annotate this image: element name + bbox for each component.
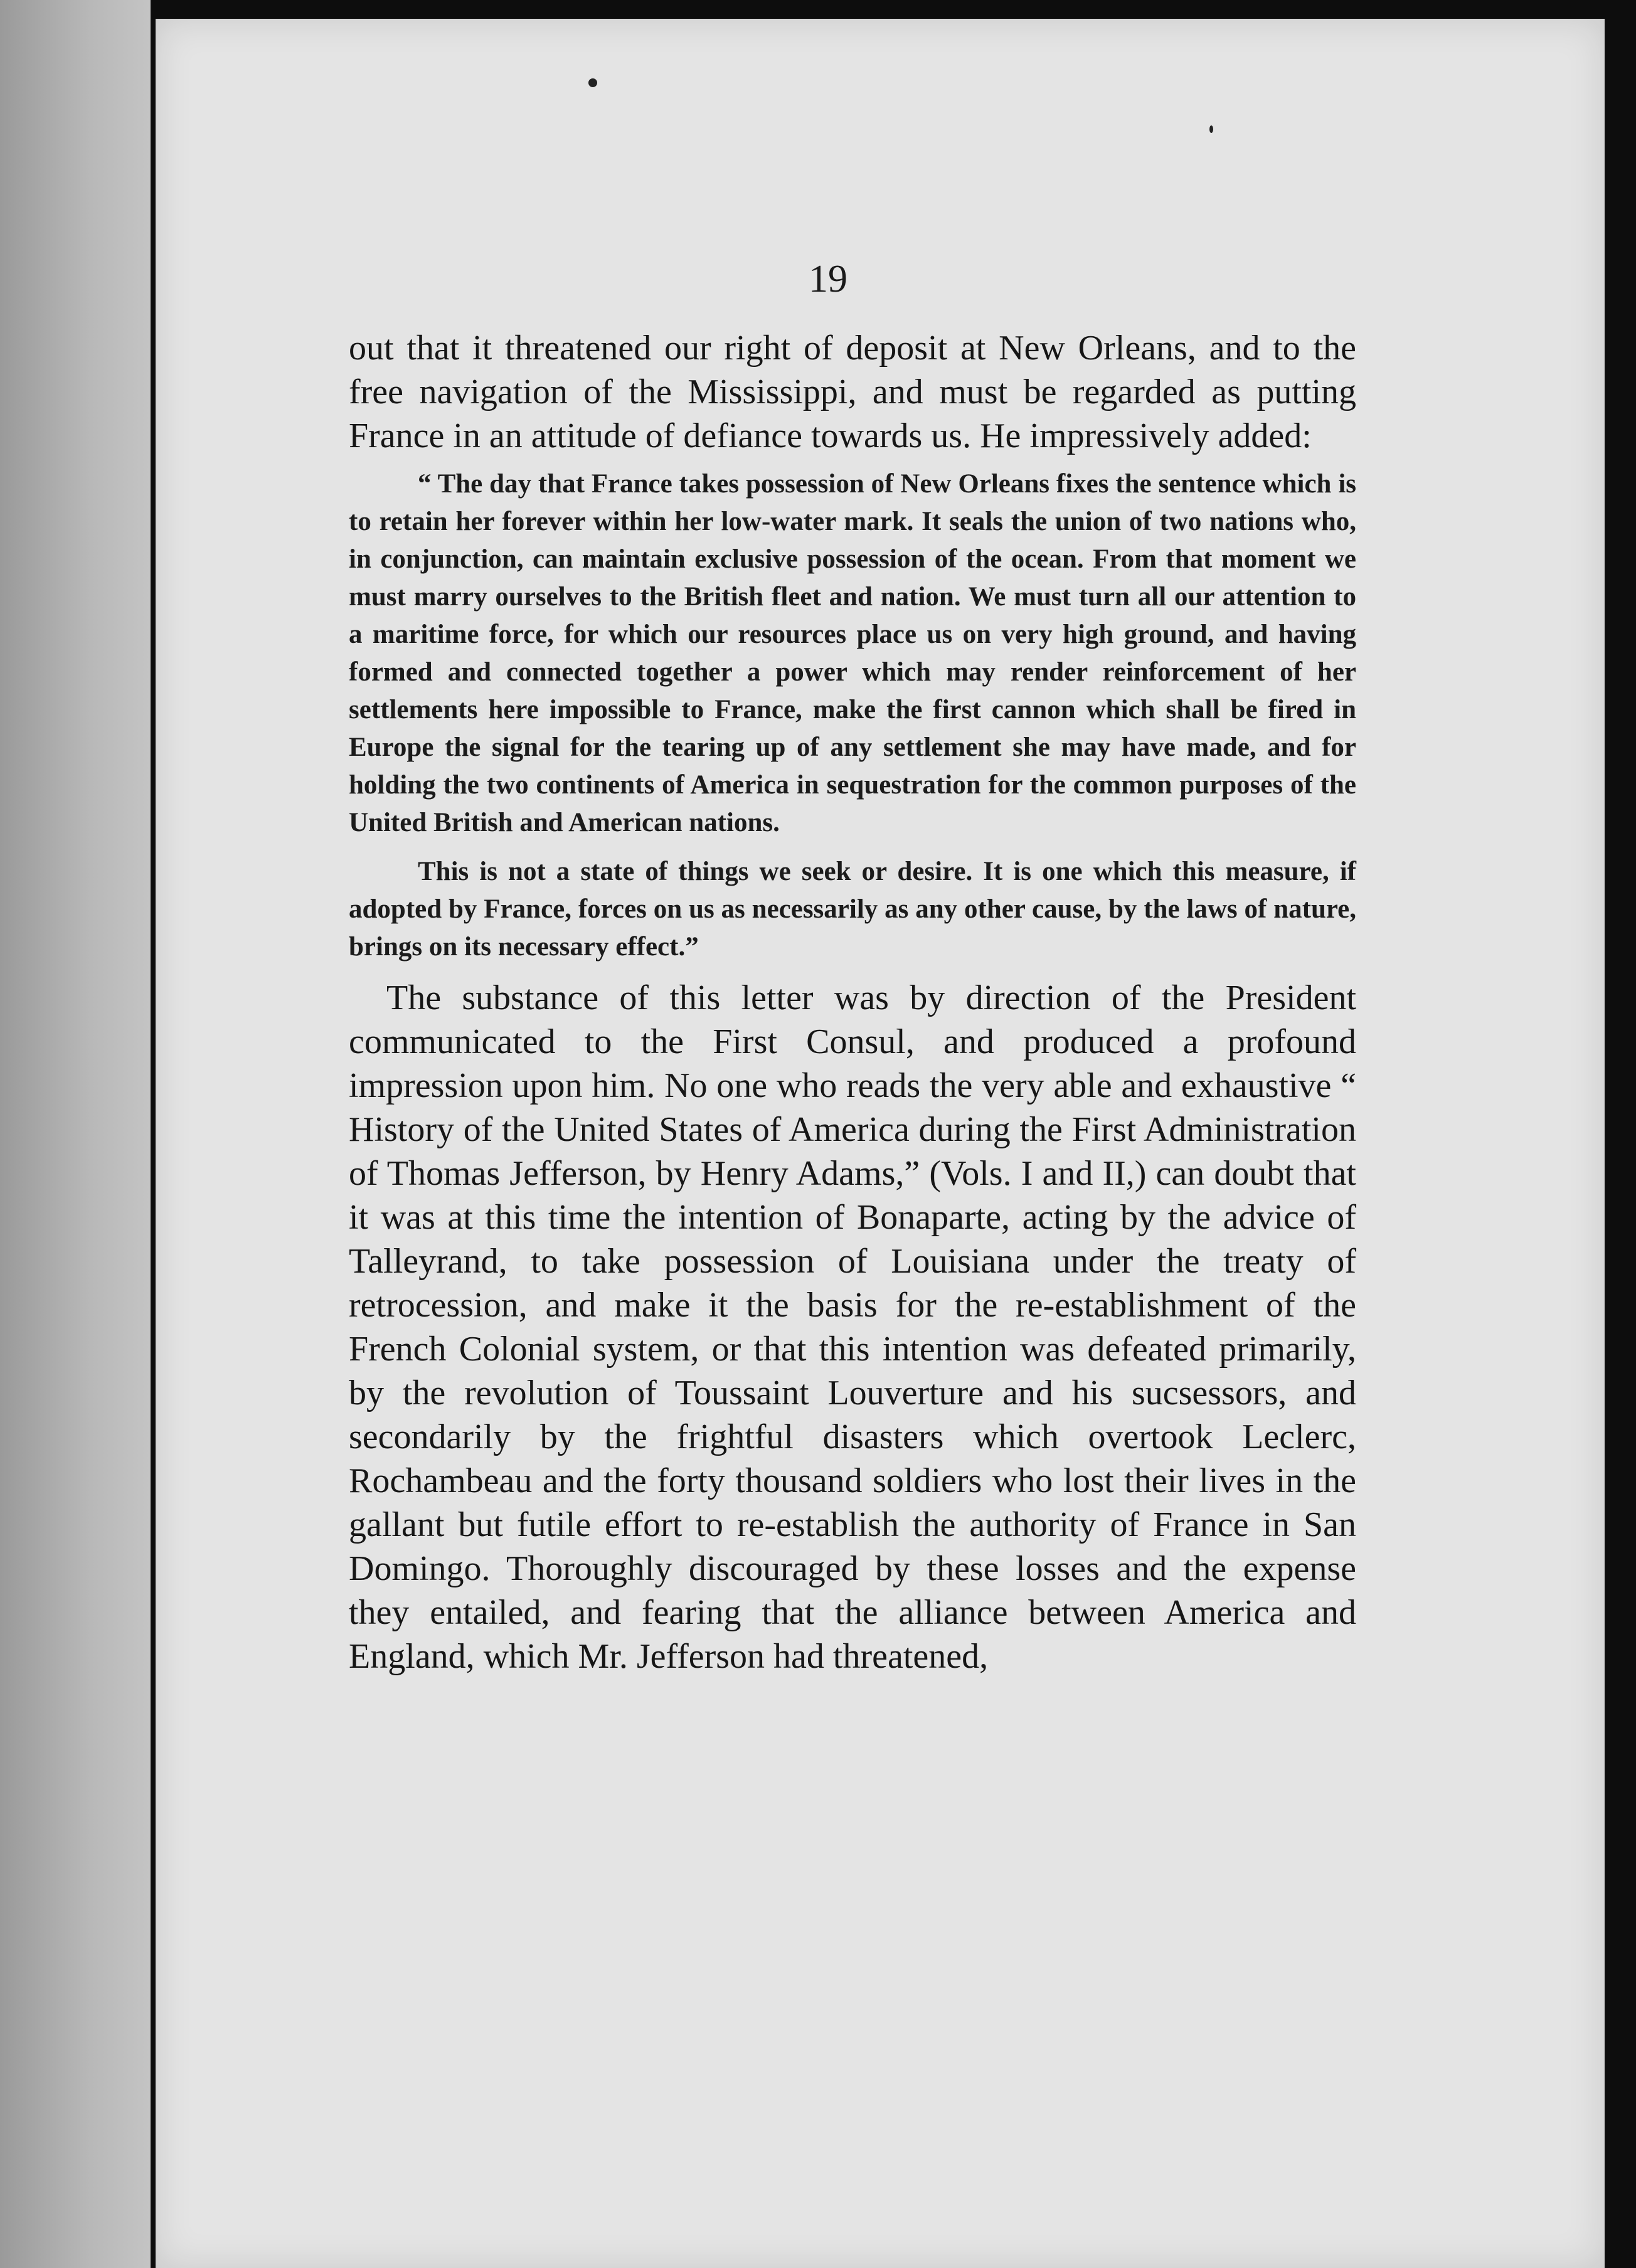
facing-page-edge: [0, 0, 151, 2268]
body-paragraph: The substance of this letter was by direction of the President communicated to the First Consul, and produced a profound impression upon him. No one who reads the very able and exhaustive “ History of the United States of America during the First Administration of Thomas Jefferson, by Henry Adams,” (Vols. I and II,) can doubt that it was at this time the intention of Bonaparte, acting by the advice of Talleyrand, to take possession of Louisiana under the treaty of retrocession, and make it the basis for the re-establishment of the French Colonial system, or that this intention was defeated primarily, by the revolution of Toussaint Louverture and his sucsessors, and secondarily by the frightful disasters which overtook Leclerc, Rochambeau and the forty thousand soldiers who lost their lives in the gallant but futile effort to re-establish the authority of France in San Domingo. Thoroughly discouraged by these losses and the expense they entailed, and fearing that the alliance between America and England, which Mr. Jefferson had threatened,: [349, 978, 1356, 1676]
body-paragraph: out that it threatened our right of deposit at New Orleans, and to the free navigation of the Mississippi, and must be regarded as putting France in an attitude of defiance towards us. He impressively added:: [349, 329, 1356, 455]
ink-speck: [588, 78, 597, 87]
page-body: [349, 326, 1356, 1678]
block-quote: “ The day that France takes possession of New Orleans fixes the sentence which is to retain her forever within her low-water mark. It seals the union of two nations who, in conjunction, can maintain exclusive possession of the ocean. From that moment we must marry ourselves to the British fleet and nation. We must turn all our attention to a maritime force, for which our resources place us on very high ground, and having formed and connected together a power which may render reinforcement of her settlements here impossible to France, make the first cannon which shall be fired in Europe the signal for the tearing up of any settlement she may have made, and for holding the two continents of America in sequestration for the common purposes of the United British and American nations.: [349, 469, 1356, 837]
block-quote: This is not a state of things we seek or desire. It is one which this measure, if adopted by France, forces on us as necessarily as any other cause, by the laws of nature, brings on its necessary effect.”: [349, 857, 1356, 962]
ink-speck: [1209, 125, 1213, 133]
page-number: 19: [809, 258, 847, 300]
